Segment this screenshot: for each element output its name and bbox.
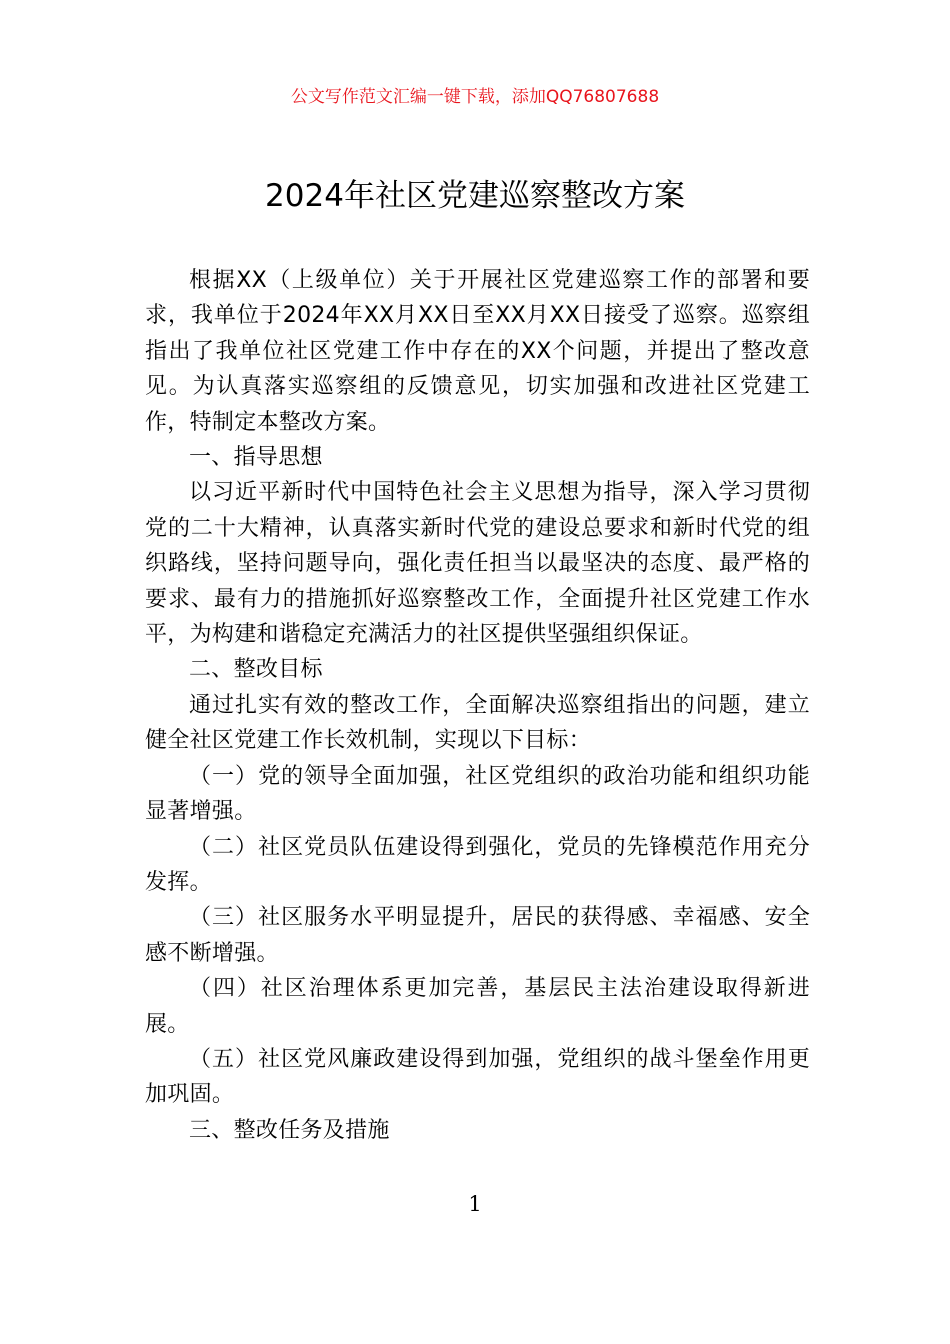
goal-item-2: （二）社区党员队伍建设得到强化，党员的先锋模范作用充分发挥。 xyxy=(145,834,810,895)
goal-item-4: （四）社区治理体系更加完善，基层民主法治建设取得新进展。 xyxy=(145,976,810,1037)
document-body xyxy=(145,263,810,1148)
goals-intro-paragraph: 通过扎实有效的整改工作，全面解决巡察组指出的问题，建立健全社区党建工作长效机制，实现以下目标： xyxy=(145,692,810,754)
section-heading-tasks-and-measures: 三、整改任务及措施 xyxy=(189,1117,390,1143)
intro-paragraph: 根据XX（上级单位）关于开展社区党建巡察工作的部署和要求，我单位于2024年XX月XX日至XX月XX日接受了巡察。巡察组指出了我单位社区党建工作中存在的XX个问题，并提出了整改意见。为认真落实巡察组的反馈意见，切实加强和改进社区党建工作，特制定本整改方案。 xyxy=(145,268,810,435)
goal-item-1: （一）党的领导全面加强，社区党组织的政治功能和组织功能显著增强。 xyxy=(145,763,810,825)
goal-item-5: （五）社区党风廉政建设得到加强，党组织的战斗堡垒作用更加巩固。 xyxy=(145,1046,810,1108)
goal-item-3: （三）社区服务水平明显提升，居民的获得感、幸福感、安全感不断增强。 xyxy=(145,905,810,966)
guiding-ideology-paragraph: 以习近平新时代中国特色社会主义思想为指导，深入学习贯彻党的二十大精神，认真落实新时代党的建设总要求和新时代党的组织路线，坚持问题导向，强化责任担当以最坚决的态度、最严格的要求、最有力的措施抓好巡察整改工作，全面提升社区党建工作水平，为构建和谐稳定充满活力的社区提供坚强组织保证。 xyxy=(145,480,810,648)
section-heading-rectification-goals: 二、整改目标 xyxy=(189,657,323,683)
download-banner: 公文写作范文汇编一键下载，添加QQ76807688 xyxy=(290,87,660,107)
document-title: 2024年社区党建巡察整改方案 xyxy=(265,178,685,214)
section-heading-guiding-ideology: 一、指导思想 xyxy=(189,445,323,471)
page-number: 1 xyxy=(468,1192,482,1216)
